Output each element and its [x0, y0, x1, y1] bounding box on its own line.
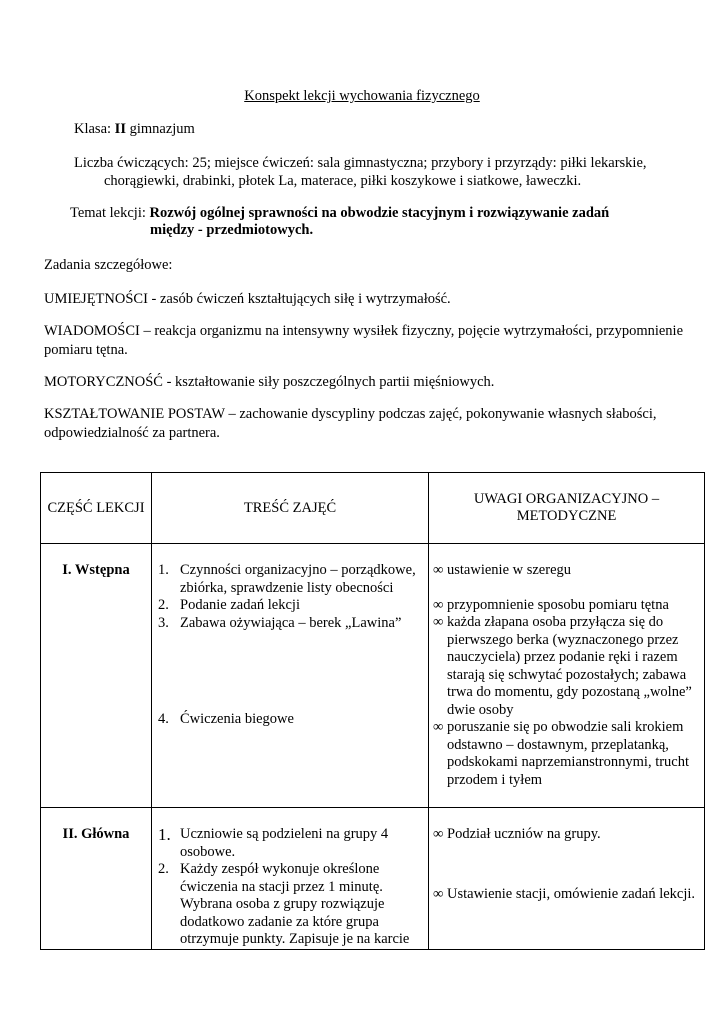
infinity-icon: ∞ — [433, 596, 444, 613]
list-item: 2. Każdy zespół wykonuje określone ćwiczenia na stacji przez 1 minutę. Wybrana osoba z grupy rozwiązuje dodatkowo zadanie za które grupa otrzymuje punkty. Zapisuje je na karcie — [158, 861, 410, 947]
note-item: ∞ poruszanie się po obwodzie sali krokiem odstawno – dostawnym, przeplatanką, podskokami naprzemianstronnymi, trucht przodem i tyłem — [433, 719, 690, 788]
infinity-icon: ∞ — [433, 562, 444, 578]
list-item: 1. Czynności organizacyjno – porządkowe, zbiórka, sprawdzenie listy obecności — [158, 562, 416, 596]
list-item: 1. Uczniowie są podzieleni na grupy 4 osobowe. — [158, 825, 389, 860]
list-item: 3. Zabawa ożywiająca – berek „Lawina” — [158, 614, 402, 631]
class-value: II — [114, 121, 126, 137]
table-row — [41, 544, 705, 808]
intro-items — [152, 544, 429, 808]
lesson-table — [40, 472, 705, 950]
participants-line-1: Liczba ćwiczących: 25; miejsce ćwiczeń: sala gimnastyczna; przybory i przyrządy: piłki lekarskie, — [74, 155, 647, 171]
header-notes: UWAGI ORGANIZACYJNO – METODYCZNE — [429, 473, 705, 544]
tasks-heading: Zadania szczegółowe: — [44, 257, 173, 273]
task-skills: UMIEJĘTNOŚCI - zasób ćwiczeń kształtujących siłę i wytrzymałość. — [44, 291, 451, 307]
note-item: ∞ Ustawienie stacji, omówienie zadań lekcji. — [433, 885, 696, 902]
infinity-icon: ∞ — [433, 826, 444, 842]
topic-label: Temat lekcji: — [70, 205, 146, 221]
document-title: Konspekt lekcji wychowania fizycznego — [244, 88, 480, 104]
list-item: 4. Ćwiczenia biegowe — [158, 711, 294, 727]
infinity-icon: ∞ — [433, 614, 444, 630]
table-header-row — [41, 473, 705, 544]
participants-line-2: chorągiewki, drabinki, płotek La, materace, piłki koszykowe i siatkowe, ławeczki. — [104, 173, 582, 189]
class-line — [74, 121, 195, 138]
note-item: ∞ przypomnienie sposobu pomiaru tętna — [433, 596, 669, 613]
note-item: ∞ Podział uczniów na grupy. — [433, 826, 601, 842]
class-rest: gimnazjum — [129, 121, 195, 137]
note-item: ∞ każda złapana osoba przyłącza się do pierwszego berka (wyznaczonego przez nauczyciela) przez podanie ręki i razem starają się schwytać pozostałych; zabawa trwa do momentu, gdy pozostaną „wolne” dwie osoby — [433, 614, 692, 718]
header-content: TREŚĆ ZAJĘĆ — [152, 473, 429, 544]
infinity-icon: ∞ — [433, 885, 444, 902]
intro-notes — [429, 544, 705, 808]
main-items — [152, 808, 429, 950]
infinity-icon: ∞ — [433, 719, 444, 735]
list-item: 2. Podanie zadań lekcji — [158, 597, 300, 613]
topic-text: Rozwój ogólnej sprawności na obwodzie stacyjnym i rozwiązywanie zadań — [149, 205, 610, 221]
topic-line-1 — [70, 205, 609, 222]
section-intro: I. Wstępna — [41, 544, 152, 808]
task-knowledge: WIADOMOŚCI – reakcja organizmu na intensywny wysiłek fizyczny, pojęcie wytrzymałości, przypomnienie pomiaru tętna. — [44, 323, 684, 358]
main-notes — [429, 808, 705, 950]
task-attitudes: KSZTAŁTOWANIE POSTAW – zachowanie dyscypliny podczas zajęć, pokonywanie własnych słabości, odpowiedzialność za partnera. — [44, 406, 657, 441]
topic-line-2: między - przedmiotowych. — [150, 222, 314, 238]
header-part: CZĘŚĆ LEKCJI — [41, 473, 152, 544]
task-motor: MOTORYCZNOŚĆ - kształtowanie siły poszczególnych partii mięśniowych. — [44, 374, 495, 390]
class-label: Klasa: — [74, 121, 112, 137]
section-main: II. Główna — [41, 808, 152, 950]
table-row — [41, 808, 705, 950]
note-item: ∞ ustawienie w szeregu — [433, 562, 572, 578]
